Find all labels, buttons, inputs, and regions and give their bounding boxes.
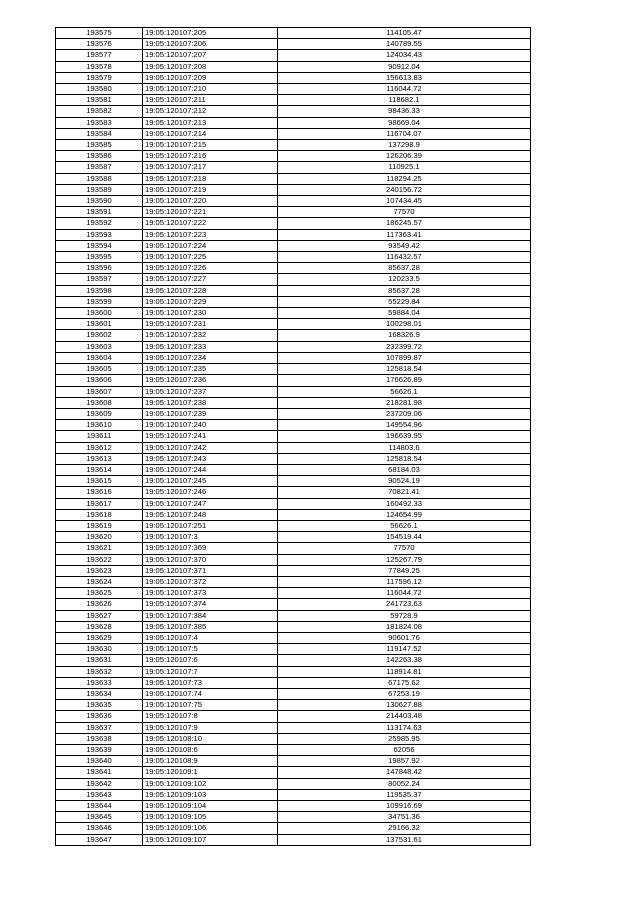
- amount-cell: 240156.72: [278, 184, 531, 195]
- amount-cell: 114803.6: [278, 442, 531, 453]
- cadastral-number-cell: 19:05:120107:205: [143, 28, 278, 39]
- amount-cell: 186245.57: [278, 218, 531, 229]
- row-id-cell: 193627: [56, 610, 143, 621]
- row-id-cell: 193613: [56, 453, 143, 464]
- cadastral-number-cell: 19:05:120107:372: [143, 576, 278, 587]
- cadastral-number-cell: 19:05:120107:240: [143, 420, 278, 431]
- cadastral-number-cell: 19:05:120107:239: [143, 408, 278, 419]
- table-row: [56, 543, 531, 554]
- table-row: [56, 341, 531, 352]
- cadastral-number-cell: 19:05:120107:385: [143, 621, 278, 632]
- amount-cell: 90912.04: [278, 61, 531, 72]
- table-row: [56, 50, 531, 61]
- amount-cell: 116044.72: [278, 84, 531, 95]
- amount-cell: 56626.1: [278, 520, 531, 531]
- table-row: [56, 308, 531, 319]
- table-row: [56, 285, 531, 296]
- amount-cell: 214403.48: [278, 711, 531, 722]
- row-id-cell: 193625: [56, 588, 143, 599]
- amount-cell: 116044.72: [278, 588, 531, 599]
- row-id-cell: 193593: [56, 229, 143, 240]
- amount-cell: 59884.04: [278, 308, 531, 319]
- cadastral-number-cell: 19:05:120108:6: [143, 745, 278, 756]
- table-row: [56, 229, 531, 240]
- cadastral-number-cell: 19:05:120107:213: [143, 117, 278, 128]
- cadastral-number-cell: 19:05:120107:207: [143, 50, 278, 61]
- cadastral-number-cell: 19:05:120109:103: [143, 789, 278, 800]
- amount-cell: 70821.41: [278, 487, 531, 498]
- amount-cell: 77849.25: [278, 565, 531, 576]
- row-id-cell: 193603: [56, 341, 143, 352]
- cadastral-number-cell: 19:05:120107:215: [143, 140, 278, 151]
- table-row: [56, 464, 531, 475]
- row-id-cell: 193588: [56, 173, 143, 184]
- table-row: [56, 644, 531, 655]
- table-row: [56, 319, 531, 330]
- cadastral-number-cell: 19:05:120107:219: [143, 184, 278, 195]
- cadastral-number-cell: 19:05:120107:371: [143, 565, 278, 576]
- row-id-cell: 193590: [56, 196, 143, 207]
- cadastral-number-cell: 19:05:120109:102: [143, 778, 278, 789]
- cadastral-number-cell: 19:05:120107:231: [143, 319, 278, 330]
- table-row: [56, 677, 531, 688]
- amount-cell: 77570: [278, 543, 531, 554]
- row-id-cell: 193579: [56, 72, 143, 83]
- table-row: [56, 700, 531, 711]
- amount-cell: 124654.99: [278, 509, 531, 520]
- table-row: [56, 576, 531, 587]
- table-row: [56, 240, 531, 251]
- table-row: [56, 173, 531, 184]
- amount-cell: 118294.25: [278, 173, 531, 184]
- table-row: [56, 532, 531, 543]
- cadastral-number-cell: 19:05:120107:384: [143, 610, 278, 621]
- cadastral-number-cell: 19:05:120109:106: [143, 823, 278, 834]
- cadastral-number-cell: 19:05:120107:208: [143, 61, 278, 72]
- amount-cell: 116432.57: [278, 252, 531, 263]
- row-id-cell: 193584: [56, 128, 143, 139]
- table-row: [56, 599, 531, 610]
- amount-cell: 125818.54: [278, 364, 531, 375]
- cadastral-number-cell: 19:05:120107:7: [143, 666, 278, 677]
- table-row: [56, 688, 531, 699]
- row-id-cell: 193646: [56, 823, 143, 834]
- cadastral-number-cell: 19:05:120107:212: [143, 106, 278, 117]
- row-id-cell: 193642: [56, 778, 143, 789]
- table-row: [56, 218, 531, 229]
- table-row: [56, 128, 531, 139]
- amount-cell: 118682.1: [278, 95, 531, 106]
- amount-cell: 160492.33: [278, 498, 531, 509]
- amount-cell: 130627.88: [278, 700, 531, 711]
- row-id-cell: 193638: [56, 733, 143, 744]
- table-row: [56, 621, 531, 632]
- amount-cell: 168326.9: [278, 330, 531, 341]
- row-id-cell: 193615: [56, 476, 143, 487]
- table-row: [56, 84, 531, 95]
- table-row: [56, 72, 531, 83]
- cadastral-number-cell: 19:05:120107:218: [143, 173, 278, 184]
- row-id-cell: 193634: [56, 688, 143, 699]
- cadastral-number-cell: 19:05:120107:225: [143, 252, 278, 263]
- table-row: [56, 834, 531, 845]
- amount-cell: 120233.5: [278, 274, 531, 285]
- cadastral-number-cell: 19:05:120107:227: [143, 274, 278, 285]
- amount-cell: 109916.69: [278, 801, 531, 812]
- table-row: [56, 386, 531, 397]
- cadastral-number-cell: 19:05:120107:246: [143, 487, 278, 498]
- cadastral-number-cell: 19:05:120107:73: [143, 677, 278, 688]
- table-row: [56, 151, 531, 162]
- table-row: [56, 823, 531, 834]
- cadastral-number-cell: 19:05:120107:75: [143, 700, 278, 711]
- table-row: [56, 375, 531, 386]
- table-row: [56, 140, 531, 151]
- table-row: [56, 812, 531, 823]
- amount-cell: 237209.06: [278, 408, 531, 419]
- table-row: [56, 554, 531, 565]
- cadastral-number-cell: 19:05:120107:242: [143, 442, 278, 453]
- cadastral-number-cell: 19:05:120107:8: [143, 711, 278, 722]
- row-id-cell: 193598: [56, 285, 143, 296]
- amount-cell: 19857.92: [278, 756, 531, 767]
- table-row: [56, 184, 531, 195]
- table-row: [56, 431, 531, 442]
- cadastral-number-cell: 19:05:120107:220: [143, 196, 278, 207]
- row-id-cell: 193600: [56, 308, 143, 319]
- cadastral-number-cell: 19:05:120107:3: [143, 532, 278, 543]
- table-row: [56, 352, 531, 363]
- table-row: [56, 801, 531, 812]
- table-row: [56, 39, 531, 50]
- row-id-cell: 193637: [56, 722, 143, 733]
- amount-cell: 149554.96: [278, 420, 531, 431]
- cadastral-number-cell: 19:05:120107:217: [143, 162, 278, 173]
- cadastral-number-cell: 19:05:120107:224: [143, 240, 278, 251]
- row-id-cell: 193599: [56, 296, 143, 307]
- amount-cell: 232399.72: [278, 341, 531, 352]
- cadastral-number-cell: 19:05:120107:243: [143, 453, 278, 464]
- cadastral-number-cell: 19:05:120107:229: [143, 296, 278, 307]
- table-row: [56, 28, 531, 39]
- amount-cell: 114105.47: [278, 28, 531, 39]
- cadastral-number-cell: 19:05:120107:214: [143, 128, 278, 139]
- amount-cell: 93549.42: [278, 240, 531, 251]
- table-row: [56, 263, 531, 274]
- row-id-cell: 193629: [56, 632, 143, 643]
- table-row: [56, 196, 531, 207]
- row-id-cell: 193636: [56, 711, 143, 722]
- cadastral-number-cell: 19:05:120107:234: [143, 352, 278, 363]
- cadastral-number-cell: 19:05:120107:226: [143, 263, 278, 274]
- amount-cell: 125267.79: [278, 554, 531, 565]
- cadastral-number-cell: 19:05:120107:211: [143, 95, 278, 106]
- table-row: [56, 408, 531, 419]
- row-id-cell: 193647: [56, 834, 143, 845]
- table-row: [56, 106, 531, 117]
- cadastral-number-cell: 19:05:120107:236: [143, 375, 278, 386]
- cadastral-number-cell: 19:05:120107:230: [143, 308, 278, 319]
- amount-cell: 147848.42: [278, 767, 531, 778]
- cadastral-number-cell: 19:05:120108:10: [143, 733, 278, 744]
- row-id-cell: 193581: [56, 95, 143, 106]
- cadastral-number-cell: 19:05:120107:373: [143, 588, 278, 599]
- table-row: [56, 420, 531, 431]
- cadastral-number-cell: 19:05:120107:223: [143, 229, 278, 240]
- amount-cell: 119535.37: [278, 789, 531, 800]
- cadastral-number-cell: 19:05:120107:228: [143, 285, 278, 296]
- cadastral-number-cell: 19:05:120107:247: [143, 498, 278, 509]
- amount-cell: 113174.63: [278, 722, 531, 733]
- amount-cell: 140789.55: [278, 39, 531, 50]
- amount-cell: 100298.01: [278, 319, 531, 330]
- row-id-cell: 193624: [56, 576, 143, 587]
- row-id-cell: 193601: [56, 319, 143, 330]
- row-id-cell: 193580: [56, 84, 143, 95]
- row-id-cell: 193628: [56, 621, 143, 632]
- cadastral-number-cell: 19:05:120107:222: [143, 218, 278, 229]
- row-id-cell: 193587: [56, 162, 143, 173]
- cadastral-number-cell: 19:05:120107:206: [143, 39, 278, 50]
- row-id-cell: 193632: [56, 666, 143, 677]
- row-id-cell: 193612: [56, 442, 143, 453]
- cadastral-number-cell: 19:05:120107:245: [143, 476, 278, 487]
- amount-cell: 90601.76: [278, 632, 531, 643]
- row-id-cell: 193576: [56, 39, 143, 50]
- row-id-cell: 193622: [56, 554, 143, 565]
- row-id-cell: 193643: [56, 789, 143, 800]
- table-row: [56, 711, 531, 722]
- row-id-cell: 193594: [56, 240, 143, 251]
- row-id-cell: 193607: [56, 386, 143, 397]
- row-id-cell: 193597: [56, 274, 143, 285]
- cadastral-number-cell: 19:05:120107:209: [143, 72, 278, 83]
- row-id-cell: 193644: [56, 801, 143, 812]
- row-id-cell: 193585: [56, 140, 143, 151]
- table-row: [56, 666, 531, 677]
- row-id-cell: 193645: [56, 812, 143, 823]
- data-table: [55, 27, 531, 846]
- row-id-cell: 193602: [56, 330, 143, 341]
- row-id-cell: 193578: [56, 61, 143, 72]
- amount-cell: 241723.63: [278, 599, 531, 610]
- table-row: [56, 252, 531, 263]
- cadastral-number-cell: 19:05:120107:74: [143, 688, 278, 699]
- table-row: [56, 632, 531, 643]
- table-row: [56, 487, 531, 498]
- table-row: [56, 476, 531, 487]
- cadastral-number-cell: 19:05:120109:107: [143, 834, 278, 845]
- row-id-cell: 193582: [56, 106, 143, 117]
- amount-cell: 80052.24: [278, 778, 531, 789]
- cadastral-number-cell: 19:05:120107:6: [143, 655, 278, 666]
- amount-cell: 25985.95: [278, 733, 531, 744]
- row-id-cell: 193610: [56, 420, 143, 431]
- amount-cell: 137531.61: [278, 834, 531, 845]
- cadastral-number-cell: 19:05:120107:221: [143, 207, 278, 218]
- table-row: [56, 498, 531, 509]
- table-row: [56, 520, 531, 531]
- row-id-cell: 193639: [56, 745, 143, 756]
- row-id-cell: 193589: [56, 184, 143, 195]
- cadastral-number-cell: 19:05:120107:232: [143, 330, 278, 341]
- amount-cell: 62056: [278, 745, 531, 756]
- table-row: [56, 565, 531, 576]
- table-row: [56, 722, 531, 733]
- row-id-cell: 193591: [56, 207, 143, 218]
- amount-cell: 117596.12: [278, 576, 531, 587]
- table-row: [56, 364, 531, 375]
- table-body: [56, 28, 531, 846]
- cadastral-number-cell: 19:05:120109:104: [143, 801, 278, 812]
- amount-cell: 59728.9: [278, 610, 531, 621]
- cadastral-number-cell: 19:05:120109:105: [143, 812, 278, 823]
- amount-cell: 90524.19: [278, 476, 531, 487]
- amount-cell: 98436.33: [278, 106, 531, 117]
- table-row: [56, 207, 531, 218]
- table-row: [56, 655, 531, 666]
- table-row: [56, 588, 531, 599]
- table-row: [56, 296, 531, 307]
- row-id-cell: 193614: [56, 464, 143, 475]
- table-row: [56, 756, 531, 767]
- row-id-cell: 193641: [56, 767, 143, 778]
- amount-cell: 117363.41: [278, 229, 531, 240]
- row-id-cell: 193605: [56, 364, 143, 375]
- cadastral-number-cell: 19:05:120107:4: [143, 632, 278, 643]
- table-row: [56, 778, 531, 789]
- cadastral-number-cell: 19:05:120107:370: [143, 554, 278, 565]
- amount-cell: 98669.04: [278, 117, 531, 128]
- amount-cell: 142263.38: [278, 655, 531, 666]
- cadastral-number-cell: 19:05:120107:369: [143, 543, 278, 554]
- cadastral-number-cell: 19:05:120107:244: [143, 464, 278, 475]
- row-id-cell: 193618: [56, 509, 143, 520]
- cadastral-number-cell: 19:05:120109:1: [143, 767, 278, 778]
- row-id-cell: 193633: [56, 677, 143, 688]
- table-row: [56, 162, 531, 173]
- amount-cell: 55229.84: [278, 296, 531, 307]
- row-id-cell: 193595: [56, 252, 143, 263]
- table-row: [56, 789, 531, 800]
- row-id-cell: 193626: [56, 599, 143, 610]
- table-row: [56, 442, 531, 453]
- amount-cell: 56626.1: [278, 386, 531, 397]
- amount-cell: 156613.83: [278, 72, 531, 83]
- row-id-cell: 193623: [56, 565, 143, 576]
- amount-cell: 67175.62: [278, 677, 531, 688]
- cadastral-number-cell: 19:05:120107:248: [143, 509, 278, 520]
- row-id-cell: 193617: [56, 498, 143, 509]
- amount-cell: 218281.98: [278, 397, 531, 408]
- table-row: [56, 274, 531, 285]
- amount-cell: 67253.19: [278, 688, 531, 699]
- table-row: [56, 610, 531, 621]
- cadastral-number-cell: 19:05:120107:216: [143, 151, 278, 162]
- amount-cell: 85637.28: [278, 285, 531, 296]
- row-id-cell: 193616: [56, 487, 143, 498]
- row-id-cell: 193631: [56, 655, 143, 666]
- amount-cell: 137298.9: [278, 140, 531, 151]
- amount-cell: 126206.39: [278, 151, 531, 162]
- amount-cell: 110925.1: [278, 162, 531, 173]
- table-row: [56, 733, 531, 744]
- cadastral-number-cell: 19:05:120107:374: [143, 599, 278, 610]
- table-row: [56, 95, 531, 106]
- row-id-cell: 193592: [56, 218, 143, 229]
- amount-cell: 196639.95: [278, 431, 531, 442]
- cadastral-number-cell: 19:05:120107:210: [143, 84, 278, 95]
- amount-cell: 119147.52: [278, 644, 531, 655]
- table-row: [56, 117, 531, 128]
- table-row: [56, 745, 531, 756]
- table-row: [56, 330, 531, 341]
- amount-cell: 34751.36: [278, 812, 531, 823]
- amount-cell: 176626.89: [278, 375, 531, 386]
- amount-cell: 68184.03: [278, 464, 531, 475]
- amount-cell: 116704.07: [278, 128, 531, 139]
- row-id-cell: 193619: [56, 520, 143, 531]
- amount-cell: 77570: [278, 207, 531, 218]
- cadastral-number-cell: 19:05:120107:235: [143, 364, 278, 375]
- cadastral-number-cell: 19:05:120107:233: [143, 341, 278, 352]
- cadastral-number-cell: 19:05:120107:5: [143, 644, 278, 655]
- amount-cell: 125818.54: [278, 453, 531, 464]
- amount-cell: 124034.43: [278, 50, 531, 61]
- amount-cell: 181824.08: [278, 621, 531, 632]
- amount-cell: 29166.32: [278, 823, 531, 834]
- table-row: [56, 397, 531, 408]
- amount-cell: 107434.45: [278, 196, 531, 207]
- amount-cell: 85637.28: [278, 263, 531, 274]
- row-id-cell: 193640: [56, 756, 143, 767]
- row-id-cell: 193575: [56, 28, 143, 39]
- cadastral-number-cell: 19:05:120108:9: [143, 756, 278, 767]
- cadastral-number-cell: 19:05:120107:251: [143, 520, 278, 531]
- amount-cell: 154519.44: [278, 532, 531, 543]
- row-id-cell: 193604: [56, 352, 143, 363]
- row-id-cell: 193608: [56, 397, 143, 408]
- table-row: [56, 453, 531, 464]
- amount-cell: 118914.81: [278, 666, 531, 677]
- row-id-cell: 193583: [56, 117, 143, 128]
- row-id-cell: 193596: [56, 263, 143, 274]
- table-row: [56, 61, 531, 72]
- cadastral-number-cell: 19:05:120107:238: [143, 397, 278, 408]
- table-row: [56, 509, 531, 520]
- row-id-cell: 193611: [56, 431, 143, 442]
- table-row: [56, 767, 531, 778]
- row-id-cell: 193586: [56, 151, 143, 162]
- row-id-cell: 193621: [56, 543, 143, 554]
- cadastral-number-cell: 19:05:120107:237: [143, 386, 278, 397]
- row-id-cell: 193630: [56, 644, 143, 655]
- cadastral-number-cell: 19:05:120107:241: [143, 431, 278, 442]
- row-id-cell: 193635: [56, 700, 143, 711]
- amount-cell: 107899.87: [278, 352, 531, 363]
- row-id-cell: 193606: [56, 375, 143, 386]
- row-id-cell: 193620: [56, 532, 143, 543]
- cadastral-number-cell: 19:05:120107:9: [143, 722, 278, 733]
- row-id-cell: 193609: [56, 408, 143, 419]
- row-id-cell: 193577: [56, 50, 143, 61]
